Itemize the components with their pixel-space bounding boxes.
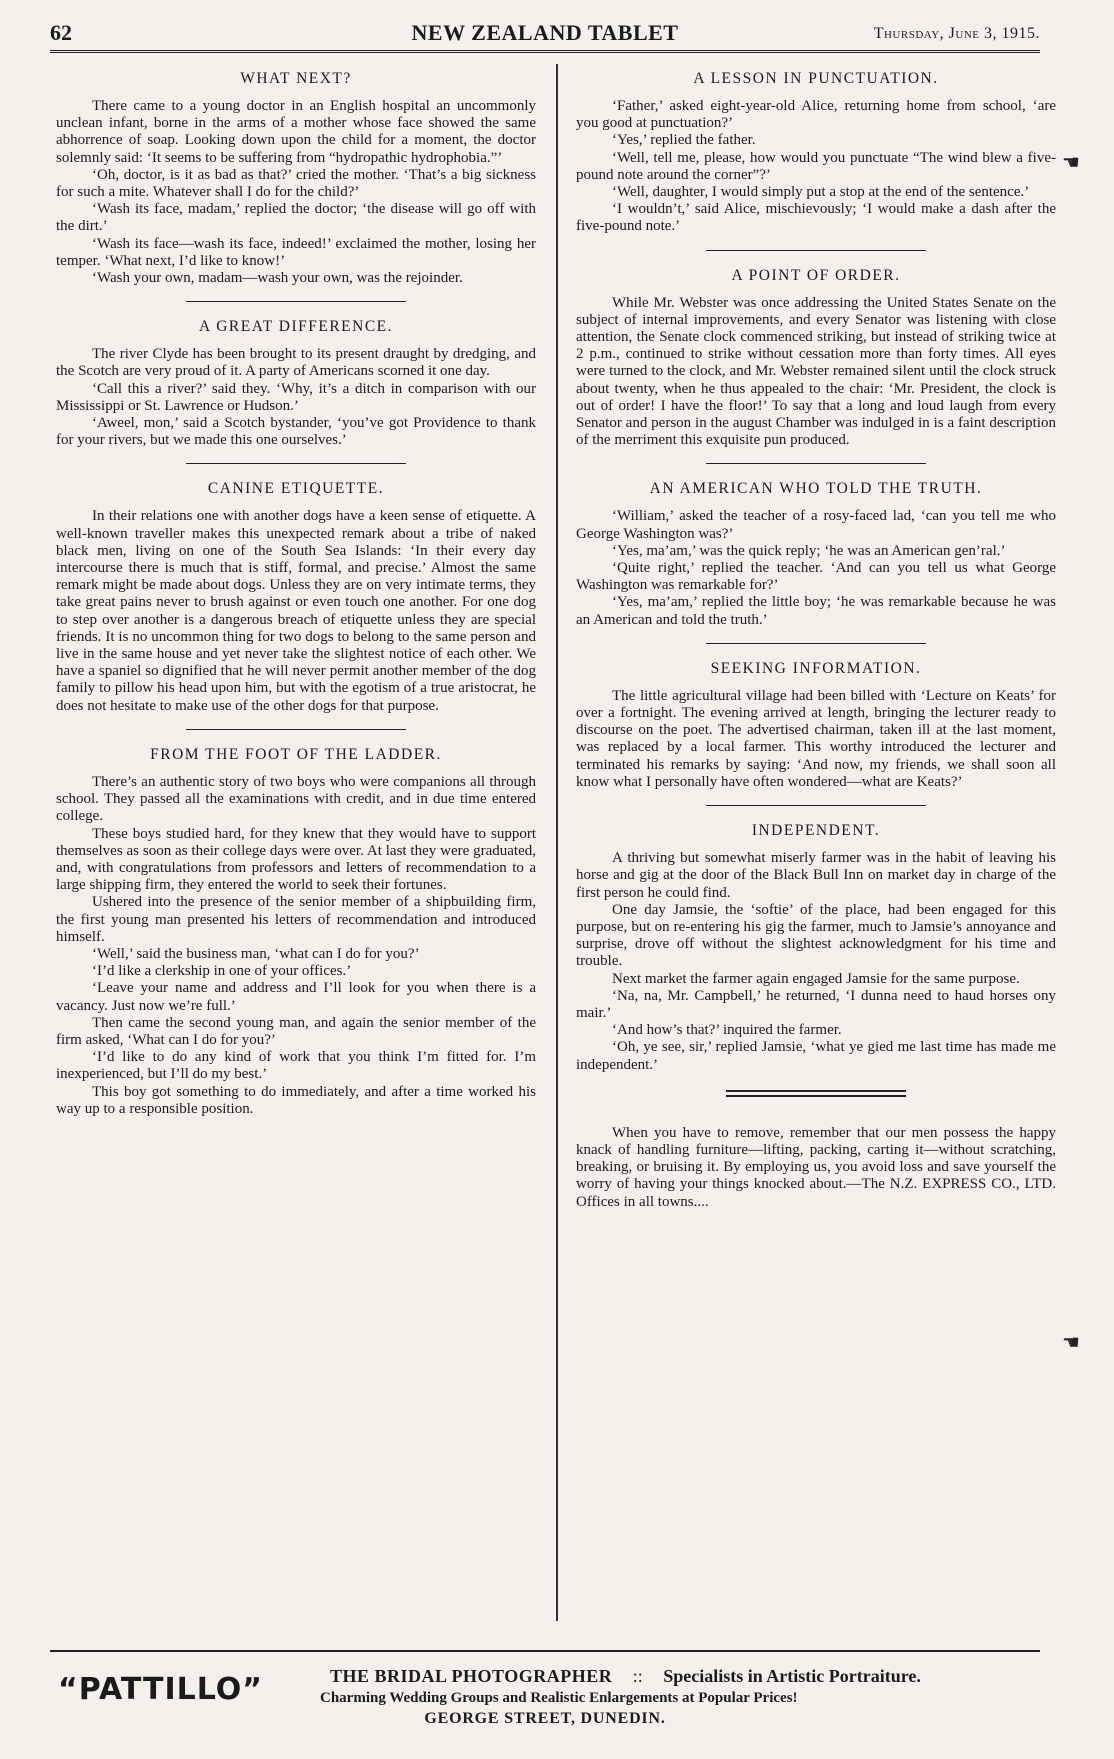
column-divider bbox=[556, 64, 558, 1621]
story-body bbox=[56, 508, 536, 714]
paragraph: These boys studied hard, for they knew that they would have to support themselves as soon as their college days were over. At last they were graduated, and, with congratulations from professors and letters of recommendation to a large shipping firm, they entered the world to seek their fortunes. bbox=[56, 825, 536, 894]
story bbox=[576, 70, 1056, 236]
newspaper-title: NEW ZEALAND TABLET bbox=[411, 20, 679, 45]
paragraph: The river Clyde has been brought to its present draught by dredging, and the Scotch are very proud of it. A party of Americans scorned it one day. bbox=[56, 346, 536, 380]
paragraph: ‘Yes,’ replied the father. bbox=[612, 132, 756, 149]
left-column bbox=[56, 70, 536, 1118]
pointing-hand-icon: ☚ bbox=[1062, 152, 1080, 174]
paragraph: Next market the farmer again engaged Jamsie for the same purpose. bbox=[612, 970, 1020, 987]
story-body bbox=[576, 295, 1056, 450]
story-body bbox=[576, 98, 1056, 236]
paragraph: ‘Yes, ma’am,’ was the quick reply; ‘he was an American gen’ral.’ bbox=[612, 542, 1006, 559]
paragraph: One day Jamsie, the ‘softie’ of the place, had been engaged for this purpose, but on re-entering his gig the farmer, much to Jamsie’s annoyance and surprise, drove off without the slightest acknowledgment for his time and trouble. bbox=[576, 901, 1056, 970]
paragraph: In their relations one with another dogs have a keen sense of etiquette. A well-known traveller makes this unexpected remark about a tribe of naked black men, living on one of the South Sea Islands: ‘In their every day intercourse there is much that is stiff, formal, and precise.’ Almost the same remark might be made about dogs. Unless they are on very intimate terms, they take great pains never to brush against or even touch one another. For one dog to step over another is a dangerous breach of etiquette unless they are special friends. It is no uncommon thing for two dogs to belong to the same person and live in the same house and yet never take the slightest notice of each other. We have a spaniel so dignified that he will never permit another member of the dog family to pillow his head upon him, but with the egotism of a true aristocrat, he does not hesitate to make use of the other dogs for that purpose. bbox=[56, 508, 536, 714]
paragraph: ‘Leave your name and address and I’ll look for you when there is a vacancy. Just now we’re full.’ bbox=[56, 980, 536, 1014]
story-separator bbox=[706, 643, 926, 644]
page-number: 62 bbox=[50, 20, 72, 45]
story-body bbox=[56, 98, 536, 287]
story bbox=[576, 822, 1056, 1074]
masthead bbox=[50, 20, 1040, 53]
story-title: A POINT OF ORDER. bbox=[731, 266, 901, 284]
story bbox=[56, 746, 536, 1118]
paragraph: ‘Oh, doctor, is it as bad as that?’ cried the mother. ‘That’s a big sickness for such a mite. Whatever shall I do for the child?’ bbox=[56, 166, 536, 201]
story-separator bbox=[706, 463, 926, 464]
story-body bbox=[576, 508, 1056, 628]
ad-headline bbox=[330, 1666, 921, 1687]
story-separator bbox=[186, 729, 406, 730]
story-title: SEEKING INFORMATION. bbox=[710, 659, 922, 677]
paragraph: There’s an authentic story of two boys who were companions all through school. They passed all the examinations with credit, and in due time entered college. bbox=[56, 773, 536, 825]
paragraph: This boy got something to do immediately, and after a time worked his way up to a responsible position. bbox=[56, 1083, 536, 1117]
paragraph: ‘Wash your own, madam—wash your own, was the rejoinder. bbox=[92, 270, 463, 287]
right-column bbox=[576, 70, 1056, 1211]
paragraph: ‘I wouldn’t,’ said Alice, mischievously; ‘I would make a dash after the five-pound note.’ bbox=[576, 201, 1056, 235]
paragraph: ‘William,’ asked the teacher of a rosy-faced lad, ‘can you tell me who George Washington was?’ bbox=[576, 508, 1056, 542]
paragraph: ‘Aweel, mon,’ said a Scotch bystander, ‘you’ve got Providence to thank for your rivers, but we made this one ourselves.’ bbox=[56, 415, 536, 449]
paragraph: ‘Wash its face, madam,’ replied the doctor; ‘the disease will go off with the dirt.’ bbox=[56, 201, 536, 235]
story bbox=[56, 318, 536, 449]
paragraph: ‘Yes, ma’am,’ replied the little boy; ‘he was remarkable because he was an American and told the truth.’ bbox=[576, 594, 1056, 628]
paragraph: ‘Well, tell me, please, how would you punctuate “The wind blew a five-pound note around the corner”?’ bbox=[576, 149, 1056, 183]
story bbox=[56, 480, 536, 714]
story-separator bbox=[706, 805, 926, 806]
paragraph: The little agricultural village had been billed with ‘Lecture on Keats’ for over a fortnight. The evening arrived at length, bringing the lecturer ready to discourse on the poet. The advertised chairman, taken ill at the last moment, was replaced by a local farmer. This worthy introduced the lecturer and terminated his remarks by saying: ‘And now, my friends, we shall soon all know what I personally have often wondered—what are Keats?’ bbox=[576, 687, 1056, 790]
paragraph: ‘Na, na, Mr. Campbell,’ he returned, ‘I dunna need to haud horses ony mair.’ bbox=[576, 987, 1056, 1021]
paragraph: ‘Wash its face—wash its face, indeed!’ exclaimed the mother, losing her temper. ‘What next, I’d like to know!’ bbox=[56, 235, 536, 269]
removal-notice bbox=[576, 1125, 1056, 1211]
paragraph: ‘Quite right,’ replied the teacher. ‘And can you tell us what George Washington was remarkable for?’ bbox=[576, 560, 1056, 594]
story-body bbox=[56, 346, 536, 449]
double-rule bbox=[726, 1090, 906, 1097]
paragraph: Then came the second young man, and again the senior member of the firm asked, ‘What can I do for you?’ bbox=[56, 1014, 536, 1048]
ad-brand-name: “PATTILLO” bbox=[58, 1672, 263, 1707]
story bbox=[576, 267, 1056, 450]
story bbox=[576, 480, 1056, 628]
story-title: AN AMERICAN WHO TOLD THE TRUTH. bbox=[649, 480, 983, 498]
story-title: FROM THE FOOT OF THE LADDER. bbox=[150, 745, 442, 763]
story-body bbox=[576, 688, 1056, 791]
story-title: INDEPENDENT. bbox=[751, 822, 881, 840]
story-title: CANINE ETIQUETTE. bbox=[207, 480, 385, 498]
notice-text: When you have to remove, remember that our men possess the happy knack of handling furniture—lifting, packing, carting it—without scratching, breaking, or bruising it. By employing us, you avoid loss and save yourself the worry of having your things knocked about.—The N.Z. EXPRESS CO., LTD. Offices in all towns.... bbox=[576, 1124, 1056, 1210]
ad-separator: :: bbox=[632, 1666, 643, 1686]
paragraph: While Mr. Webster was once addressing the United States Senate on the subject of internal improvements, and every Senator was listening with close attention, the Senate clock commenced striking, but instead of striking twice at 2 p.m., continued to strike without cessation more than forty times. All eyes were turned to the clock, and Mr. Webster remained silent until the clock struck about twenty, when he thus appealed to the chair: ‘Mr. President, the clock is out of order! I have the floor!’ To say that a long and loud laugh from every Senator and person in the august Chamber was indulged in is a faint description of the merriment this exquisite pun produced. bbox=[576, 294, 1056, 449]
ad-address: GEORGE STREET, DUNEDIN. bbox=[424, 1710, 666, 1727]
story bbox=[56, 70, 536, 287]
paragraph: ‘Oh, ye see, sir,’ replied Jamsie, ‘what ye gied me last time has made me independent.’ bbox=[576, 1039, 1056, 1073]
paragraph: ‘I’d like a clerkship in one of your offices.’ bbox=[92, 963, 352, 980]
paragraph: ‘Well, daughter, I would simply put a stop at the end of the sentence.’ bbox=[612, 184, 1030, 201]
story-body bbox=[576, 850, 1056, 1074]
paragraph: ‘Well,’ said the business man, ‘what can I do for you?’ bbox=[92, 945, 420, 962]
pointing-hand-icon: ☚ bbox=[1062, 1332, 1080, 1354]
footer-advertisement bbox=[50, 1650, 1040, 1742]
paragraph: ‘And how’s that?’ inquired the farmer. bbox=[612, 1022, 842, 1039]
story bbox=[576, 660, 1056, 791]
story-title: A LESSON IN PUNCTUATION. bbox=[693, 70, 939, 87]
story-separator bbox=[186, 301, 406, 302]
paragraph: A thriving but somewhat miserly farmer was in the habit of leaving his horse and gig at the door of the Black Bull Inn on market day in charge of the first person he could find. bbox=[576, 850, 1056, 901]
story-separator bbox=[706, 250, 926, 251]
story-separator bbox=[186, 463, 406, 464]
paragraph: ‘Father,’ asked eight-year-old Alice, returning home from school, ‘are you good at punctuation?’ bbox=[576, 98, 1056, 132]
ad-role: THE BRIDAL PHOTOGRAPHER bbox=[330, 1666, 613, 1686]
paragraph: ‘Call this a river?’ said they. ‘Why, it’s a ditch in comparison with our Mississippi or St. Lawrence or Hudson.’ bbox=[56, 380, 536, 414]
paragraph: ‘I’d like to do any kind of work that you think I’m fitted for. I’m inexperienced, but I’ll do my best.’ bbox=[56, 1049, 536, 1083]
paragraph: There came to a young doctor in an English hospital an uncommonly unclean infant, borne in the arms of a mother whose face showed the same abhorrence of soap. Looking down upon the child for a moment, the doctor solemnly said: ‘It seems to be suffering from “hydropathic hydrophobia.”’ bbox=[56, 98, 536, 166]
ad-tagline: Charming Wedding Groups and Realistic Enlargements at Popular Prices! bbox=[320, 1690, 798, 1706]
issue-date: Thursday, June 3, 1915. bbox=[873, 25, 1040, 42]
paragraph: Ushered into the presence of the senior member of a shipbuilding firm, the first young man presented his letters of recommendation and introduced himself. bbox=[56, 894, 536, 945]
ad-specialty: Specialists in Artistic Portraiture. bbox=[663, 1666, 921, 1686]
story-title: WHAT NEXT? bbox=[240, 70, 352, 87]
story-body bbox=[56, 774, 536, 1118]
story-title: A GREAT DIFFERENCE. bbox=[199, 318, 393, 336]
